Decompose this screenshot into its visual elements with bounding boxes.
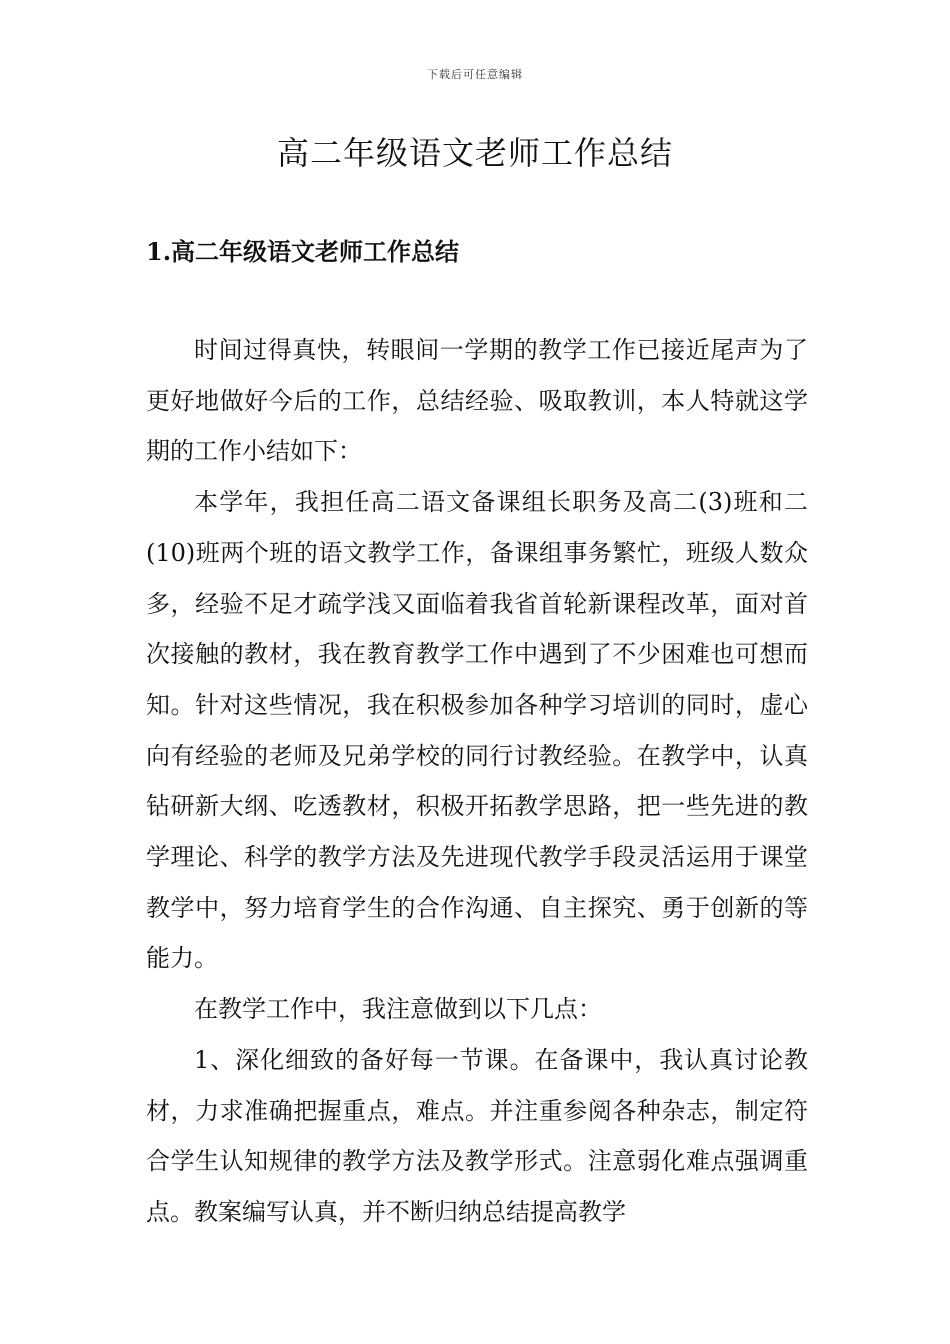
document-body	[146, 325, 808, 1238]
document-title: 高二年级语文老师工作总结	[276, 134, 673, 172]
paragraph: 1、深化细致的备好每一节课。在备课中，我认真讨论教材，力求准确把握重点，难点。并注重参阅各种杂志，制定符合学生认知规律的教学方法及教学形式。注意弱化难点强调重点。教案编写认真，并不断归纳总结提高教学	[146, 1045, 808, 1226]
paragraph: 本学年，我担任高二语文备课组长职务及高二(3)班和二(10)班两个班的语文教学工作，备课组事务繁忙，班级人数众多，经验不足才疏学浅又面临着我省首轮新课程改革，面对首次接触的教材，我在教育教学工作中遇到了不少困难也可想而知。针对这些情况，我在积极参加各种学习培训的同时，虚心向有经验的老师及兄弟学校的同行讨教经验。在教学中，认真钻研新大纲、吃透教材，积极开拓教学思路，把一些先进的教学理论、科学的教学方法及先进现代教学手段灵活运用于课堂教学中，努力培育学生的合作沟通、自主探究、勇于创新的等能力。	[146, 488, 808, 973]
paragraph: 时间过得真快，转眼间一学期的教学工作已接近尾声为了更好地做好今后的工作，总结经验、吸取教训，本人特就这学期的工作小结如下：	[146, 336, 808, 466]
paragraph: 在教学工作中，我注意做到以下几点：	[194, 995, 602, 1024]
section-heading: 1.高二年级语文老师工作总结	[146, 237, 460, 266]
header-note: 下载后可任意编辑	[427, 68, 523, 81]
